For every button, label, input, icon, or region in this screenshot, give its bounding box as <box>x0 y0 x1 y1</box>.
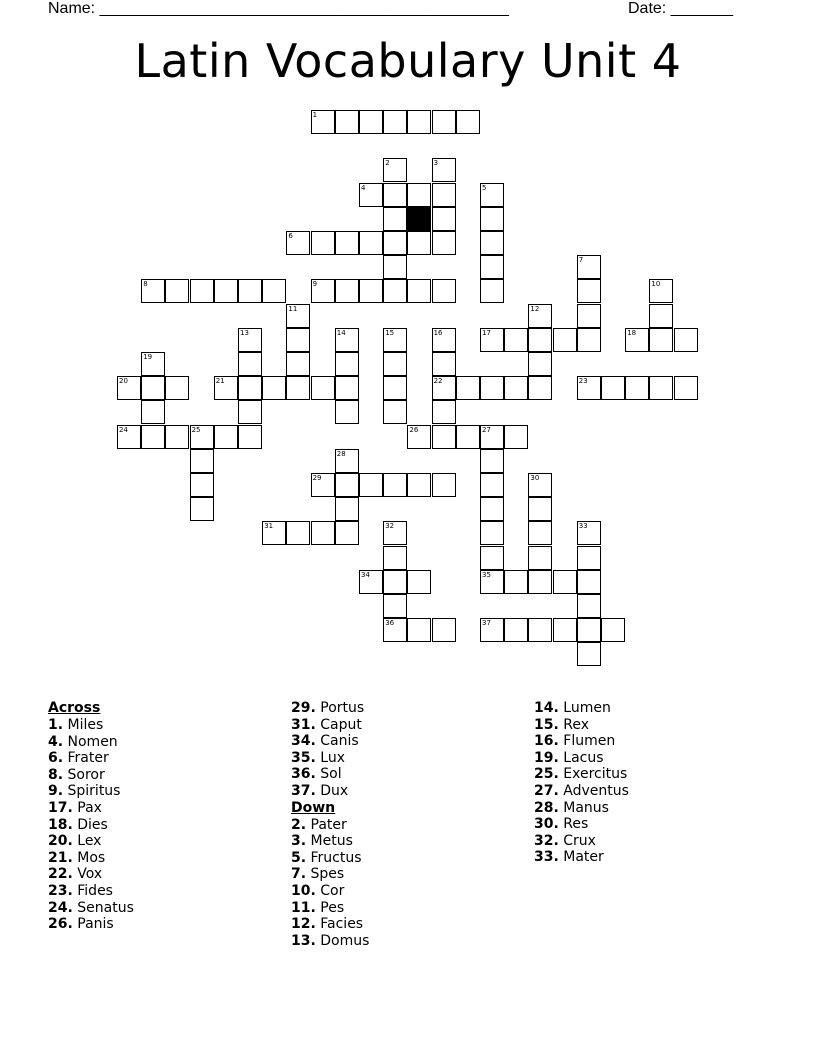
clue-number: 15. <box>534 716 559 733</box>
clue-text: Sol <box>315 766 342 783</box>
grid-cell[interactable] <box>383 376 407 400</box>
clue-item <box>48 850 134 867</box>
clue-item <box>291 900 369 917</box>
clue-item <box>291 783 369 800</box>
grid-cell[interactable] <box>432 473 456 497</box>
grid-cell[interactable] <box>480 497 504 521</box>
grid-cell[interactable] <box>577 304 601 328</box>
grid-cell[interactable] <box>601 376 625 400</box>
grid-cell[interactable] <box>238 352 262 376</box>
grid-cell[interactable] <box>504 328 528 352</box>
clue-number: 23. <box>48 882 73 899</box>
clue-number: 27 <box>482 425 491 434</box>
grid-cell[interactable] <box>335 400 359 424</box>
grid-cell[interactable] <box>238 425 262 449</box>
grid-cell[interactable] <box>383 279 407 303</box>
clue-text: Fructus <box>306 849 362 866</box>
clue-number: 37. <box>291 782 316 799</box>
grid-cell[interactable] <box>335 352 359 376</box>
clue-item <box>534 816 629 833</box>
date-field-label: Date: _______ <box>628 0 733 17</box>
clue-number: 2 <box>385 159 390 168</box>
grid-cell[interactable] <box>214 425 238 449</box>
clue-item <box>534 833 629 850</box>
grid-cell[interactable] <box>674 376 698 400</box>
clue-item <box>291 916 369 933</box>
clue-number: 21 <box>215 377 225 386</box>
grid-cell[interactable] <box>286 521 310 545</box>
clue-item <box>48 750 134 767</box>
grid-cell[interactable] <box>311 521 335 545</box>
clue-item <box>534 849 629 866</box>
clue-text: Mos <box>72 849 106 866</box>
grid-cell[interactable] <box>577 328 601 352</box>
grid-cell[interactable] <box>432 400 456 424</box>
clue-item <box>291 817 369 834</box>
clue-text: Domus <box>315 932 370 949</box>
clue-number: 27. <box>534 782 559 799</box>
grid-cell[interactable] <box>286 376 310 400</box>
clue-number: 15 <box>385 328 395 337</box>
grid-cell[interactable] <box>480 207 504 231</box>
clue-number: 19 <box>143 353 153 361</box>
clue-item <box>534 700 629 717</box>
grid-cell[interactable] <box>432 618 456 642</box>
clue-item <box>534 733 629 750</box>
clue-item <box>291 766 369 783</box>
grid-cell[interactable] <box>674 328 698 352</box>
clue-text: Spiritus <box>63 783 121 800</box>
clue-item <box>291 933 369 950</box>
clue-item <box>48 767 134 784</box>
grid-cell[interactable] <box>286 352 310 376</box>
grid-cell[interactable] <box>238 400 262 424</box>
grid-cell[interactable] <box>577 642 601 666</box>
grid-cell[interactable] <box>480 449 504 473</box>
clue-number: 16 <box>433 328 443 337</box>
clue-text: Lumen <box>558 700 611 716</box>
clue-number: 9 <box>312 280 318 289</box>
clue-text: Dies <box>72 816 108 833</box>
grid-cell[interactable] <box>335 231 359 255</box>
grid-cell[interactable] <box>238 279 262 303</box>
clue-item <box>48 717 134 734</box>
grid-cell[interactable] <box>528 328 552 352</box>
clue-number: 6. <box>48 750 64 767</box>
clue-number: 11 <box>288 304 298 313</box>
grid-cell[interactable] <box>359 231 383 255</box>
clue-item <box>534 717 629 734</box>
clue-text: Portus <box>315 700 365 716</box>
grid-cell[interactable] <box>383 594 407 618</box>
clue-number: 25. <box>534 766 559 783</box>
clue-number: 24. <box>48 899 73 916</box>
clue-column-3 <box>534 700 629 866</box>
clue-text: Caput <box>315 716 362 733</box>
grid-cell[interactable] <box>577 546 601 570</box>
clue-item <box>48 866 134 883</box>
grid-cell[interactable] <box>383 231 407 255</box>
grid-cell[interactable] <box>504 618 528 642</box>
grid-cell[interactable] <box>190 473 214 497</box>
clue-number: 31 <box>264 522 274 531</box>
clue-number: 17 <box>482 328 491 337</box>
grid-cell[interactable] <box>480 255 504 279</box>
down-heading: Down <box>291 799 336 816</box>
clue-number: 24 <box>119 425 128 434</box>
clue-item <box>291 883 369 900</box>
clue-text: Rex <box>558 716 590 733</box>
clue-text: Dux <box>315 782 349 799</box>
grid-cell[interactable] <box>383 400 407 424</box>
clue-text: Panis <box>72 916 114 933</box>
clue-text: Lux <box>315 749 345 766</box>
clue-item <box>48 833 134 850</box>
clue-number: 4 <box>361 183 366 192</box>
clue-text: Res <box>558 816 589 833</box>
clue-number: 9. <box>48 783 64 800</box>
grid-cell[interactable] <box>335 473 359 497</box>
grid-cell[interactable] <box>359 279 383 303</box>
grid-cell[interactable] <box>311 376 335 400</box>
clue-number: 20 <box>119 377 128 386</box>
grid-cell[interactable] <box>577 594 601 618</box>
grid-cell[interactable] <box>407 110 431 134</box>
clue-number: 28. <box>534 799 559 816</box>
clue-number: 19. <box>534 749 559 766</box>
clue-column-1 <box>48 700 134 933</box>
clue-item <box>291 700 369 717</box>
clue-item <box>534 783 629 800</box>
clue-text: Vox <box>72 866 103 883</box>
grid-cell[interactable] <box>262 376 286 400</box>
name-field-label: Name: ______________________________________________ <box>48 0 509 17</box>
clue-number: 17. <box>48 799 73 816</box>
grid-cell[interactable] <box>335 497 359 521</box>
clue-text: Pes <box>315 899 345 916</box>
clue-number: 37 <box>482 619 491 628</box>
clue-text: Lex <box>72 833 102 850</box>
clue-number: 5 <box>482 183 487 192</box>
clue-text: Lacus <box>558 749 604 766</box>
grid-cell[interactable] <box>456 376 480 400</box>
clue-number: 22 <box>433 377 443 386</box>
black-square <box>407 207 431 231</box>
grid-cell[interactable] <box>190 279 214 303</box>
grid-cell[interactable] <box>407 570 431 594</box>
clue-text: Metus <box>306 833 353 850</box>
grid-cell[interactable] <box>504 376 528 400</box>
clue-number: 5. <box>291 849 307 866</box>
clue-item <box>291 866 369 883</box>
grid-cell[interactable] <box>165 376 189 400</box>
grid-cell[interactable] <box>480 473 504 497</box>
clue-number: 26. <box>48 916 73 933</box>
clue-number: 10. <box>291 882 316 899</box>
grid-cell[interactable] <box>528 521 552 545</box>
clue-column-2 <box>291 700 369 949</box>
grid-cell[interactable] <box>649 304 673 328</box>
grid-cell[interactable] <box>553 328 577 352</box>
grid-cell[interactable] <box>383 352 407 376</box>
grid-cell[interactable] <box>601 618 625 642</box>
clue-item <box>48 734 134 751</box>
grid-cell[interactable] <box>432 231 456 255</box>
clue-number: 34. <box>291 733 316 750</box>
clue-text: Nomen <box>63 733 118 750</box>
grid-cell[interactable] <box>383 110 407 134</box>
grid-cell[interactable] <box>577 570 601 594</box>
clue-number: 34 <box>361 570 370 579</box>
grid-cell[interactable] <box>262 279 286 303</box>
clue-text: Pax <box>72 799 102 816</box>
grid-cell[interactable] <box>432 183 456 207</box>
clue-number: 11. <box>291 899 316 916</box>
clue-item <box>534 750 629 767</box>
grid-cell[interactable] <box>577 618 601 642</box>
clue-item <box>291 850 369 867</box>
page-title: Latin Vocabulary Unit 4 <box>134 34 682 88</box>
clue-number: 30 <box>530 474 540 482</box>
grid-cell[interactable] <box>528 570 552 594</box>
clue-number: 29. <box>291 700 316 716</box>
clue-number: 33. <box>534 849 559 866</box>
grid-cell[interactable] <box>577 279 601 303</box>
clue-number: 3 <box>433 159 439 168</box>
clue-number: 29 <box>312 474 322 482</box>
grid-cell[interactable] <box>504 570 528 594</box>
clue-item <box>534 766 629 783</box>
clue-number: 1. <box>48 717 64 733</box>
clue-text: Frater <box>63 750 109 767</box>
grid-cell[interactable] <box>141 425 165 449</box>
clue-number: 7 <box>578 256 584 265</box>
clue-item <box>291 833 369 850</box>
grid-cell[interactable] <box>335 521 359 545</box>
grid-cell[interactable] <box>311 231 335 255</box>
grid-cell[interactable] <box>286 328 310 352</box>
grid-cell[interactable] <box>432 110 456 134</box>
grid-cell[interactable] <box>335 279 359 303</box>
grid-cell[interactable] <box>383 183 407 207</box>
clue-number: 8. <box>48 766 64 783</box>
clue-number: 6 <box>288 232 293 240</box>
clue-number: 21. <box>48 849 73 866</box>
clue-number: 18. <box>48 816 73 833</box>
clue-number: 35 <box>482 570 491 579</box>
clue-text: Facies <box>315 916 364 933</box>
clue-number: 20. <box>48 833 73 850</box>
grid-cell[interactable] <box>165 279 189 303</box>
clue-number: 33 <box>578 522 588 531</box>
grid-cell[interactable] <box>625 376 649 400</box>
grid-cell[interactable] <box>383 546 407 570</box>
grid-cell[interactable] <box>528 352 552 376</box>
grid-cell[interactable] <box>480 546 504 570</box>
across-heading: Across <box>48 700 101 716</box>
grid-cell[interactable] <box>480 279 504 303</box>
grid-cell[interactable] <box>190 449 214 473</box>
grid-cell[interactable] <box>407 183 431 207</box>
grid-cell[interactable] <box>407 279 431 303</box>
clue-number: 3. <box>291 833 307 850</box>
clue-number: 13. <box>291 932 316 949</box>
grid-cell[interactable] <box>553 570 577 594</box>
grid-cell[interactable] <box>359 110 383 134</box>
clue-number: 18 <box>627 328 637 337</box>
grid-cell[interactable] <box>359 473 383 497</box>
clue-number: 10 <box>651 280 661 289</box>
grid-cell[interactable] <box>528 546 552 570</box>
clue-text: Adventus <box>558 782 629 799</box>
grid-cell[interactable] <box>432 352 456 376</box>
grid-cell[interactable] <box>649 376 673 400</box>
clue-text: Flumen <box>558 733 616 750</box>
grid-cell[interactable] <box>528 376 552 400</box>
grid-cell[interactable] <box>238 376 262 400</box>
grid-cell[interactable] <box>214 279 238 303</box>
clue-text: Cor <box>315 882 345 899</box>
clue-number: 1 <box>312 111 318 119</box>
clue-item <box>291 750 369 767</box>
grid-cell[interactable] <box>528 497 552 521</box>
clue-number: 30. <box>534 816 559 833</box>
clue-number: 2. <box>291 816 307 833</box>
grid-cell[interactable] <box>480 521 504 545</box>
clue-number: 32 <box>385 522 395 531</box>
grid-cell[interactable] <box>432 425 456 449</box>
grid-cell[interactable] <box>480 231 504 255</box>
grid-cell[interactable] <box>165 425 189 449</box>
clue-number: 12 <box>530 304 540 313</box>
grid-cell[interactable] <box>407 473 431 497</box>
clue-number: 25 <box>191 425 201 434</box>
clue-number: 22. <box>48 866 73 883</box>
clue-number: 14. <box>534 700 559 716</box>
clue-text: Spes <box>306 866 345 883</box>
clue-item <box>48 916 134 933</box>
clue-number: 4. <box>48 733 64 750</box>
grid-cell[interactable] <box>335 376 359 400</box>
clue-text: Exercitus <box>558 766 628 783</box>
clue-text: Mater <box>558 849 604 866</box>
clue-number: 36. <box>291 766 316 783</box>
clue-number: 16. <box>534 733 559 750</box>
clue-text: Crux <box>558 832 596 849</box>
grid-cell[interactable] <box>456 425 480 449</box>
clue-text: Miles <box>63 717 104 733</box>
clue-text: Fides <box>72 882 113 899</box>
clue-item <box>291 733 369 750</box>
clue-text: Pater <box>306 816 347 833</box>
grid-cell[interactable] <box>649 328 673 352</box>
grid-cell[interactable] <box>456 110 480 134</box>
clue-item <box>534 800 629 817</box>
grid-cell[interactable] <box>383 473 407 497</box>
grid-cell[interactable] <box>432 207 456 231</box>
grid-cell[interactable] <box>383 255 407 279</box>
clue-number: 32. <box>534 832 559 849</box>
grid-cell[interactable] <box>553 618 577 642</box>
clue-item <box>48 783 134 800</box>
grid-cell[interactable] <box>480 376 504 400</box>
clue-item <box>48 883 134 900</box>
clue-item <box>48 800 134 817</box>
grid-cell[interactable] <box>528 618 552 642</box>
clue-text: Soror <box>63 766 105 783</box>
clue-text: Canis <box>315 733 359 750</box>
clue-item <box>291 717 369 734</box>
clue-number: 28 <box>336 449 346 458</box>
grid-cell[interactable] <box>383 207 407 231</box>
clue-number: 23 <box>578 377 588 386</box>
clue-number: 7. <box>291 866 307 883</box>
clue-number: 31. <box>291 716 316 733</box>
clue-item <box>48 817 134 834</box>
grid-cell[interactable] <box>407 231 431 255</box>
clue-item <box>48 900 134 917</box>
clue-number: 8 <box>143 280 148 289</box>
clue-text: Manus <box>558 799 609 816</box>
clue-number: 26 <box>409 425 419 434</box>
grid-cell[interactable] <box>432 279 456 303</box>
clue-number: 12. <box>291 916 316 933</box>
grid-cell[interactable] <box>504 425 528 449</box>
grid-cell[interactable] <box>335 110 359 134</box>
clue-number: 35. <box>291 749 316 766</box>
clue-number: 14 <box>336 328 346 337</box>
grid-cell[interactable] <box>141 400 165 424</box>
clue-number: 13 <box>240 328 249 337</box>
grid-cell[interactable] <box>141 376 165 400</box>
clue-text: Senatus <box>72 899 134 916</box>
grid-cell[interactable] <box>383 570 407 594</box>
grid-cell[interactable] <box>407 618 431 642</box>
clue-number: 36 <box>385 619 395 628</box>
grid-cell[interactable] <box>190 497 214 521</box>
